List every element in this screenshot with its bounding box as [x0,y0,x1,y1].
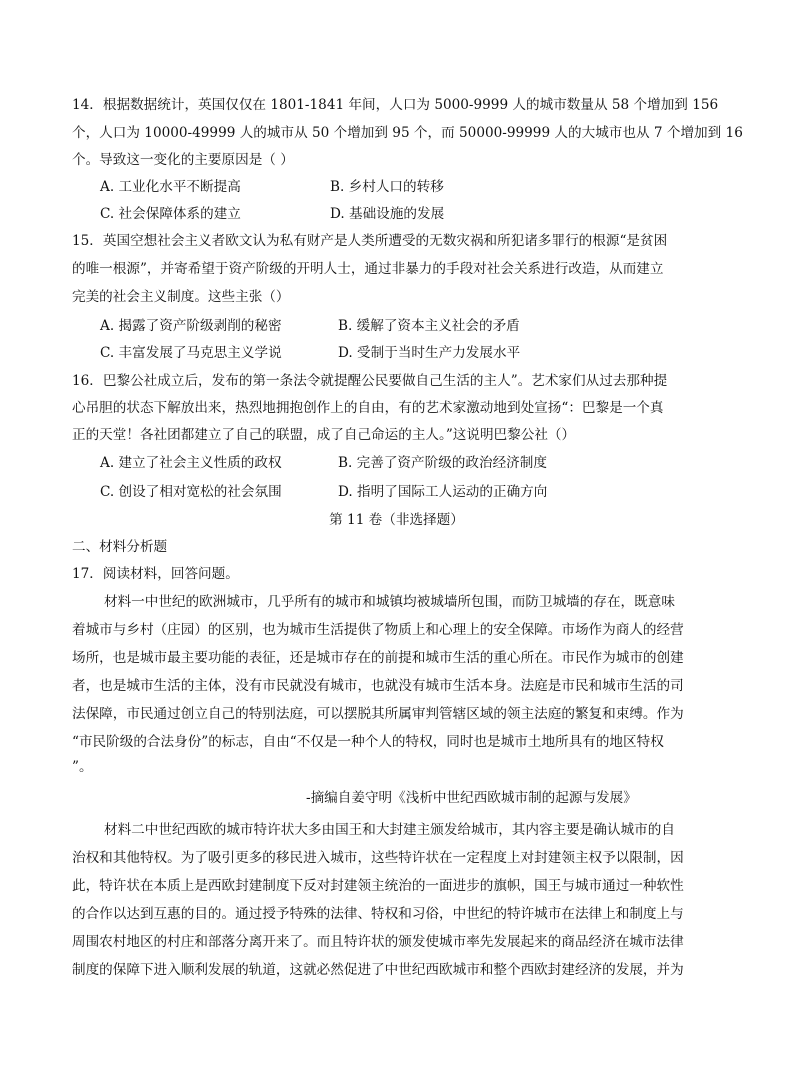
q14-option-d[interactable]: D. 基础设施的发展 [330,206,445,222]
material1-line: “市民阶级的合法身份”的标志，自由“不仅是一种个人的特权，同时也是城市土地所具有的地区特权 [72,734,664,750]
section-title: 第 11 卷（非选择题） [329,512,464,528]
material2-line: 周围农村地区的村庄和部落分离开来了。而且特许状的颁发使城市率先发展起来的商品经济在城市法律 [72,934,684,950]
q14-option-a[interactable]: A. 工业化水平不断提高 [100,179,241,195]
q16-line-2: 心吊胆的状态下解放出来，热烈地拥抱创作上的自由，有的艺术家激动地到处宣扬“：巴黎是一个真 [72,400,664,416]
material1-line: 材料一中世纪的欧洲城市，几乎所有的城市和城镇均被城墙所包围，而防卫城墙的存在，既意味 [104,594,675,610]
material2-line: 此，特许状在本质上是西欧封建制度下反对封建领主统治的一面进步的旗帜，国王与城市通过一种软性 [72,878,684,894]
q14-line-3: 个。导致这一变化的主要原因是（ ） [72,152,294,168]
q14-line-1: 14．根据数据统计，英国仅仅在 1801-1841 年间，人口为 5000-9999 人的城市数量从 58 个增加到 156 [72,97,719,113]
q16-option-d[interactable]: D. 指明了国际工人运动的正确方向 [338,484,548,500]
material1-line: ”。 [72,759,93,775]
material1-line: 法保障，市民通过创立自己的特别法庭，可以摆脱其所属审判管辖区域的领主法庭的繁复和束缚。作为 [72,706,684,722]
material2-line: 材料二中世纪西欧的城市特许状大多由国王和大封建主颁发给城市，其内容主要是确认城市的自 [104,822,675,838]
q14-option-b[interactable]: B. 乡村人口的转移 [330,179,444,195]
q14-option-c[interactable]: C. 社会保障体系的建立 [100,206,241,222]
material1-line: 场所，也是城市最主要功能的表征，还是城市存在的前提和城市生活的重心所在。市民作为城市的创建 [72,650,684,666]
q17-prompt: 17．阅读材料，回答问题。 [72,566,239,582]
q14-line-2: 个，人口为 10000-49999 人的城市从 50 个增加到 95 个，而 50000-99999 人的大城市也从 7 个增加到 16 [72,125,743,141]
q16-line-3: 正的天堂！各社团都建立了自己的联盟，成了自己命运的主人。”这说明巴黎公社（） [72,427,576,443]
material1-line: 着城市与乡村（庄园）的区别，也为城市生活提供了物质上和心理上的安全保障。市场作为商人的经营 [72,622,684,638]
q15-line-2: 的唯一根源”，并寄希望于资产阶级的开明人士，通过非暴力的手段对社会关系进行改造，从而建立 [72,261,664,277]
q16-option-c[interactable]: C. 创设了相对宽松的社会氛围 [100,484,282,500]
q15-line-1: 15．英国空想社会主义者欧文认为私有财产是人类所遭受的无数灾祸和所犯诸多罪行的根源“是贫困 [72,233,668,249]
q15-option-a[interactable]: A. 揭露了资产阶级剥削的秘密 [100,318,282,334]
material2-line: 的合作以达到互惠的目的。通过授予特殊的法律、特权和习俗，中世纪的特许城市在法律上和制度上与 [72,906,684,922]
q16-line-1: 16．巴黎公社成立后，发布的第一条法令就提醒公民要做自己生活的主人”。艺术家们从过去那种提 [72,373,668,389]
q16-option-a[interactable]: A. 建立了社会主义性质的政权 [100,455,282,471]
part2-heading: 二、材料分析题 [72,539,168,555]
material1-line: 者，也是城市生活的主体，没有市民就没有城市，也就没有城市生活本身。法庭是市民和城市生活的司 [72,678,684,694]
q15-line-3: 完美的社会主义制度。这些主张（） [72,289,290,305]
q15-option-d[interactable]: D. 受制于当时生产力发展水平 [338,345,521,361]
source-citation: -摘编自姜守明《浅析中世纪西欧城市制的起源与发展》 [306,790,637,806]
q15-option-b[interactable]: B. 缓解了资本主义社会的矛盾 [338,318,520,334]
q15-option-c[interactable]: C. 丰富发展了马克思主义学说 [100,345,282,361]
q16-option-b[interactable]: B. 完善了资产阶级的政治经济制度 [338,455,547,471]
material2-line: 治权和其他特权。为了吸引更多的移民进入城市，这些特许状在一定程度上对封建领主权予以限制，因 [72,850,684,866]
material2-line: 制度的保障下进入顺利发展的轨道，这就必然促进了中世纪西欧城市和整个西欧封建经济的发展，并为 [72,962,684,978]
